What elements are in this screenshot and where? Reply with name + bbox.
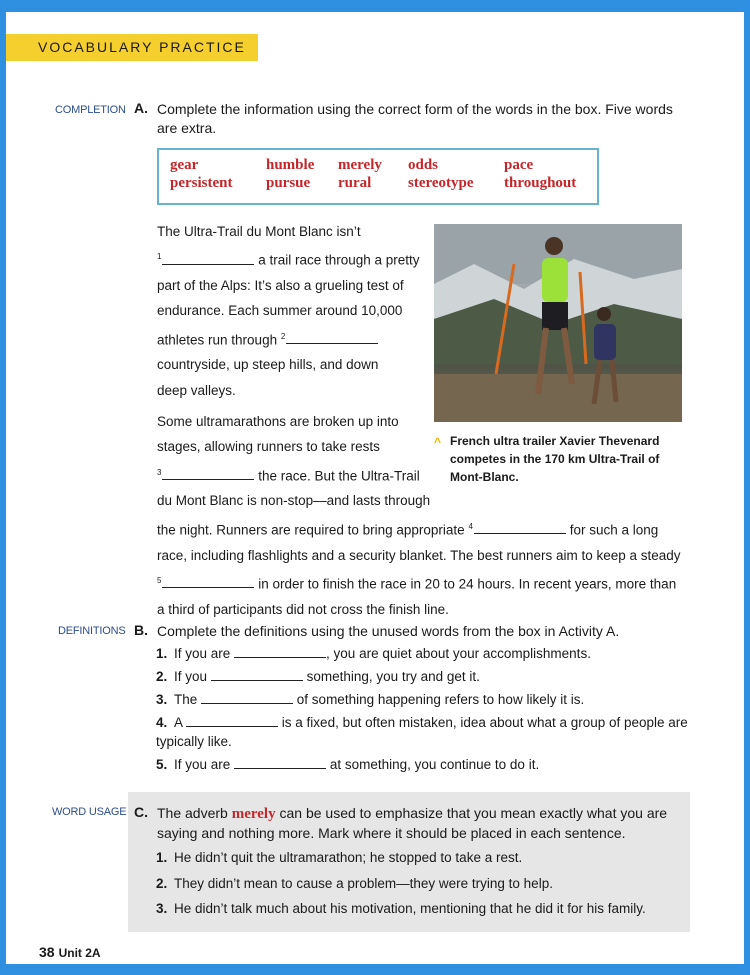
label-definitions: DEFINITIONS (58, 625, 126, 637)
word-box-item: merely (338, 157, 382, 173)
passage-line: race, including flashlights and a security blanket. The best runners aim to keep a steady (157, 547, 681, 563)
blank-3[interactable] (162, 466, 254, 480)
word-box-item: rural (338, 175, 372, 191)
word-box-item: humble (266, 157, 315, 173)
word-box-item: pursue (266, 175, 311, 191)
usage-item: 2. They didn’t mean to cause a problem—they were trying to help. (156, 876, 553, 891)
banner-title: VOCABULARY PRACTICE (38, 39, 246, 55)
definition-item: 2. If you something, you try and get it. (156, 669, 480, 684)
passage-line: deep valleys. (157, 382, 236, 398)
word-box-item: stereotype (408, 175, 474, 191)
section-banner (6, 34, 258, 61)
passage-line: part of the Alps: It’s also a grueling test of (157, 278, 404, 294)
passage-line: $^1$ a trail race through a pretty (157, 252, 420, 268)
section-b-instruction: Complete the definitions using the unused words from the box in Activity A. (157, 623, 620, 639)
word-box-item: odds (408, 157, 439, 173)
usage-item: 1. He didn’t quit the ultramarathon; he stopped to take a rest. (156, 850, 523, 865)
section-a-letter: A. (134, 100, 148, 116)
word-box-item: pace (504, 157, 534, 173)
passage-line: athletes run through $^2$ (157, 324, 681, 353)
label-word-usage: WORD USAGE (52, 806, 127, 818)
passage-line: The Ultra-Trail du Mont Blanc isn’t (157, 224, 361, 239)
passage-line: du Mont Blanc is non-stop—and lasts through (157, 493, 431, 509)
usage-item: 3. He didn’t talk much about his motivation, mentioning that he did it for his family. (156, 901, 646, 916)
definition-item: 5. If you are at something, you continue to do it. (156, 757, 540, 772)
section-c-instruction: The adverb merely can be used to emphasize that you mean exactly what you are saying and nothing more. Mark where it should be placed in each sentence. (157, 805, 668, 841)
word-box (157, 148, 599, 205)
runner-photo-illustration (434, 224, 682, 422)
caption-text: French ultra trailer Xavier Thevenard competes in the 170 km Ultra-Trail of Mont-Blanc. (450, 434, 660, 484)
passage-line: stages, allowing runners to take rests (157, 439, 380, 455)
blank-5[interactable] (162, 574, 254, 588)
definition-blank[interactable] (211, 667, 303, 681)
blank-1[interactable] (162, 251, 254, 265)
definition-blank[interactable] (201, 690, 293, 704)
blank-4[interactable] (474, 520, 566, 534)
runner-photo (434, 224, 682, 422)
passage-line: Some ultramarathons are broken up into (157, 414, 399, 430)
definition-item: 3. The of something happening refers to how likely it is. (156, 692, 585, 707)
label-completion: COMPLETION (55, 104, 126, 116)
passage-line: a third of participants did not cross the finish line. (157, 601, 449, 617)
definition-item: 4. A is a fixed, but often mistaken, idea about what a group of people are typically like. (156, 715, 688, 749)
word-box-item: persistent (170, 175, 233, 191)
passage-line: $^5$ in order to finish the race in 20 to 24 hours. In recent years, more than (157, 575, 677, 592)
word-box-item: throughout (504, 175, 577, 191)
section-c-letter: C. (134, 804, 148, 820)
page-footer (39, 944, 101, 960)
definition-blank[interactable] (234, 755, 326, 769)
caret-up-icon: ^ (434, 435, 442, 449)
section-a-instruction: Complete the information using the correct form of the words in the box. Five words are extra. (157, 101, 673, 136)
definition-blank[interactable] (186, 713, 278, 727)
passage-line: the night. Runners are required to bring appropriate $^4$ for such a long (157, 521, 659, 538)
keyword-merely: merely (231, 806, 276, 822)
passage-line: countryside, up steep hills, and down (157, 357, 379, 373)
blank-2[interactable] (286, 330, 378, 344)
word-box-item: gear (170, 157, 199, 173)
passage-line: $^3$ the race. But the Ultra-Trail (157, 467, 420, 484)
textbook-page (6, 12, 744, 964)
page-number: 38 (39, 944, 55, 960)
passage-line: endurance. Each summer around 10,000 (157, 303, 403, 319)
definition-item: 1. If you are , you are quiet about your accomplishments. (156, 646, 591, 661)
definition-blank[interactable] (234, 644, 326, 658)
unit-label: Unit 2A (58, 946, 101, 960)
section-b-letter: B. (134, 622, 148, 638)
